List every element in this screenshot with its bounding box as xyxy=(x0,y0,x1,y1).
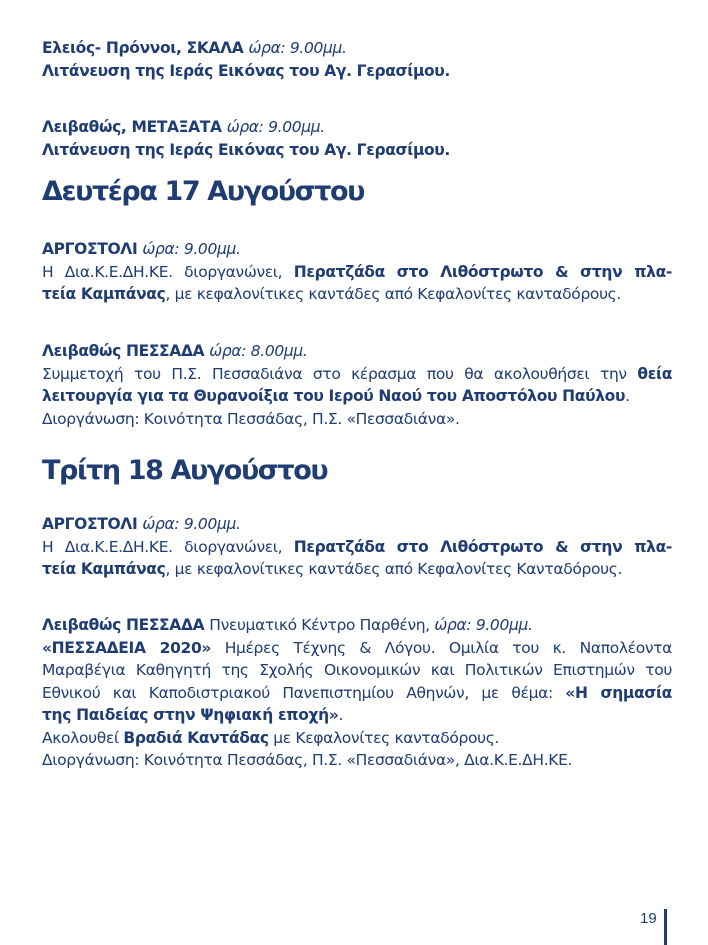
text-run: Ημέρες Τέχνης & Λόγου. Ομιλία του κ. Ναπολέοντα xyxy=(211,638,672,657)
text-line xyxy=(42,385,672,408)
text-run: Εθνικού και Καποδιστριακού Πανεπιστημίου Αθηνών, με θέμα: xyxy=(42,683,566,702)
text-run: Συμμετοχή του Π.Σ. Πεσσαδιάνα στο κέρασμα που θα ακολουθήσει την xyxy=(42,364,638,383)
text-line xyxy=(42,60,672,83)
event-entry xyxy=(42,116,672,161)
text-line xyxy=(42,340,672,363)
page-number-bar xyxy=(664,909,667,945)
text-line xyxy=(42,363,672,386)
text-line xyxy=(42,139,672,162)
text-run: ΑΡΓΟΣΤΟΛΙ xyxy=(42,515,143,533)
text-run: Ακολουθεί xyxy=(42,728,124,747)
event-entry xyxy=(42,340,672,430)
text-line xyxy=(42,37,672,60)
text-run: «Η σημασία xyxy=(565,683,672,702)
event-entry xyxy=(42,614,672,772)
text-line xyxy=(42,261,672,284)
text-run: Λειβαθώς, ΜΕΤΑΞΑΤΑ xyxy=(42,118,227,136)
text-run: Λιτάνευση της Ιεράς Εικόνας του Αγ. Γερασίμου. xyxy=(42,61,450,80)
text-run: Μαραβέγια Καθηγητή της Σχολής Οικονομικών και Πολιτικών Επιστημών του xyxy=(42,661,672,679)
text-line xyxy=(42,727,672,750)
text-run: ώρα: 9.00μμ. xyxy=(142,240,241,258)
text-run: ώρα: 9.00μμ. xyxy=(434,616,533,634)
text-run: . xyxy=(338,706,344,724)
event-entry xyxy=(42,37,672,82)
text-line xyxy=(42,116,672,139)
text-line xyxy=(42,238,672,261)
text-run: με Κεφαλονίτες κανταδόρους. xyxy=(268,728,500,747)
text-run: ΑΡΓΟΣΤΟΛΙ xyxy=(42,240,143,258)
day-heading: Δευτέρα 17 Αυγούστου xyxy=(42,176,365,207)
text-line xyxy=(42,513,672,536)
event-entry xyxy=(42,238,672,306)
text-run: Η Δια.Κ.Ε.ΔΗ.ΚΕ. διοργανώνει, xyxy=(42,537,294,556)
text-line xyxy=(42,637,672,660)
text-line xyxy=(42,659,672,682)
text-run: Βραδιά Καντάδας xyxy=(123,728,269,747)
text-run: . xyxy=(625,387,630,405)
text-line xyxy=(42,283,672,306)
text-line xyxy=(42,558,672,581)
text-run: τεία Καμπάνας xyxy=(42,560,166,578)
text-run: ώρα: 9.00μμ. xyxy=(142,515,241,533)
text-run: Λειβαθώς ΠΕΣΣΑΔΑ xyxy=(42,342,210,360)
text-run: Διοργάνωση: Κοινότητα Πεσσάδας, Π.Σ. «Πεσσαδιάνα», Δια.Κ.Ε.ΔΗ.ΚΕ. xyxy=(42,751,573,769)
text-line xyxy=(42,749,672,772)
text-run: λειτουργία για τα Θυρανοίξια του Ιερού Ναού του Αποστόλου Παύλου xyxy=(42,387,626,405)
text-run: Λειβαθώς ΠΕΣΣΑΔΑ xyxy=(42,616,210,634)
text-line xyxy=(42,682,672,705)
text-run: της Παιδείας στην Ψηφιακή εποχή» xyxy=(42,706,339,724)
text-run: Διοργάνωση: Κοινότητα Πεσσάδας, Π.Σ. «Πεσσαδιάνα». xyxy=(42,409,460,428)
text-run: Η Δια.Κ.Ε.ΔΗ.ΚΕ. διοργανώνει, xyxy=(42,262,294,281)
text-run: θεία xyxy=(637,364,672,383)
text-run: Ελειός- Πρόννοι, ΣΚΑΛΑ xyxy=(42,39,249,57)
event-entry xyxy=(42,513,672,581)
text-run: ώρα: 9.00μμ. xyxy=(226,118,325,136)
text-line xyxy=(42,408,672,431)
text-run: , με κεφαλονίτικες καντάδες από Κεφαλονίτες Κανταδόρους. xyxy=(165,560,623,578)
text-run: Λιτάνευση της Ιεράς Εικόνας του Αγ. Γερασίμου. xyxy=(42,140,450,159)
page-number: 19 xyxy=(640,910,657,927)
text-run: Πνευματικό Κέντρο Παρθένη, xyxy=(209,616,435,634)
text-run: , με κεφαλονίτικες καντάδες από Κεφαλονίτες κανταδόρους. xyxy=(165,285,622,303)
text-line xyxy=(42,704,672,727)
text-run: ώρα: 8.00μμ. xyxy=(209,342,308,360)
text-line xyxy=(42,614,672,637)
text-run: Περατζάδα στο Λιθόστρωτο & στην πλα- xyxy=(293,262,672,281)
text-line xyxy=(42,536,672,559)
text-run: Περατζάδα στο Λιθόστρωτο & στην πλα- xyxy=(293,537,672,556)
text-run: «ΠΕΣΣΑΔΕΙΑ 2020» xyxy=(42,638,212,657)
day-heading: Τρίτη 18 Αυγούστου xyxy=(42,455,328,486)
text-run: τεία Καμπάνας xyxy=(42,285,166,303)
text-run: ώρα: 9.00μμ. xyxy=(248,39,347,57)
